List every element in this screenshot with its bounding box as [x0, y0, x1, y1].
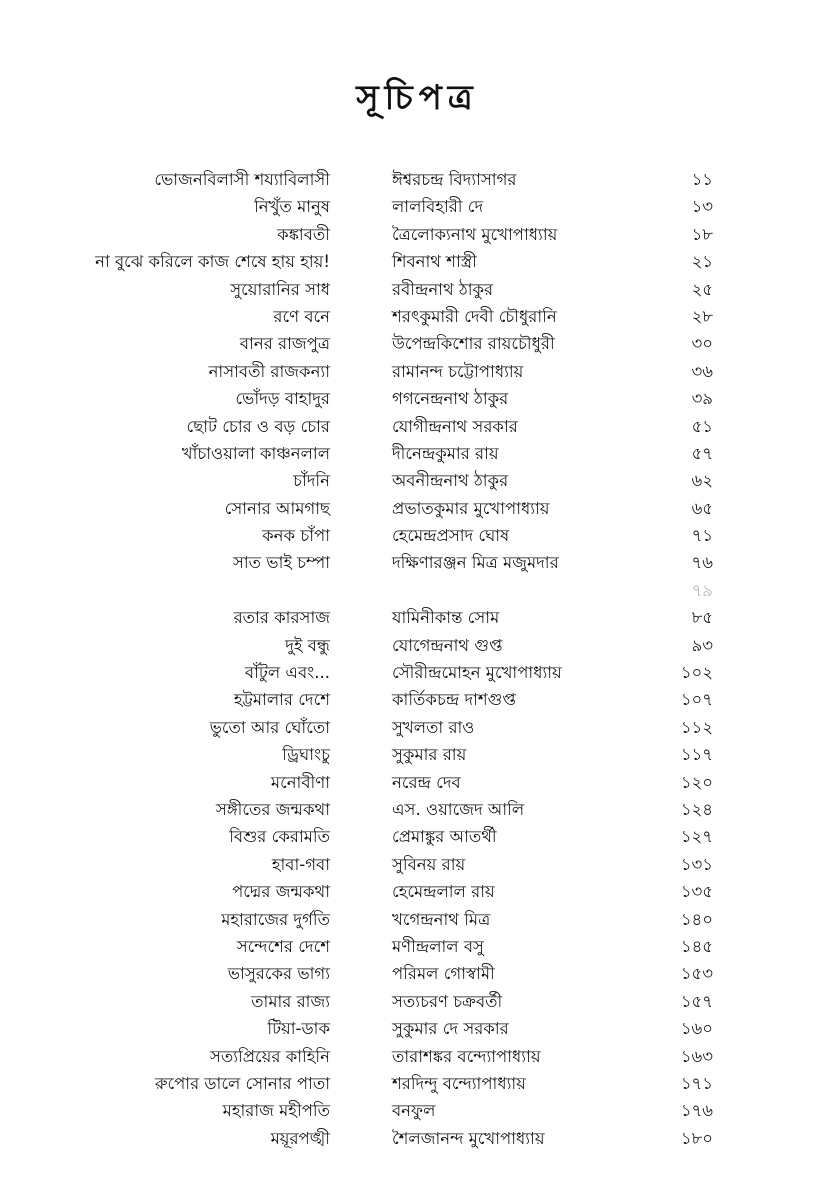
- toc-entry-title: কনক চাঁপা: [262, 526, 330, 546]
- toc-entry-author: খগেন্দ্রনাথ মিত্র: [392, 909, 491, 929]
- toc-entry-title: রতার কারসাজ: [233, 608, 330, 628]
- toc-entry-author: রামানন্দ চট্টোপাধ্যায়: [392, 361, 524, 381]
- toc-entry: [0, 714, 835, 741]
- toc-entry-page: ৭১: [691, 526, 713, 546]
- toc-entry: [0, 741, 835, 768]
- toc-entry-author: অবনীন্দ্রনাথ ঠাকুর: [392, 471, 509, 491]
- toc-entry-page: ১৩: [691, 197, 713, 217]
- toc-entry-author: তারাশঙ্কর বন্দ্যোপাধ্যায়: [392, 1046, 541, 1066]
- toc-entry: [0, 1125, 835, 1152]
- toc-entry: [0, 604, 835, 631]
- toc-entry: [0, 851, 835, 878]
- toc-entry-author: শরদিন্দু বন্দ্যোপাধ্যায়: [392, 1073, 526, 1093]
- toc-entry-page: ১১৭: [680, 745, 713, 765]
- toc-entry: [0, 549, 835, 576]
- toc-entry-page: ২৫: [691, 279, 713, 299]
- toc-entry-page: ৬৫: [691, 498, 713, 518]
- toc-entry-author: শিবনাথ শাস্ত্রী: [392, 252, 477, 272]
- toc-entry-title: ড্রিঘাংচু: [282, 745, 330, 765]
- toc-entry-page: ১২৪: [680, 799, 713, 819]
- toc-entry: [0, 1070, 835, 1097]
- toc-entry-page: ১০৭: [680, 690, 713, 710]
- toc-entry-title: সাত ভাই চম্পা: [232, 553, 330, 573]
- toc-entry-title: ভুতো আর ঘোঁতো: [209, 717, 330, 737]
- toc-entry-page: ১৪০: [680, 909, 713, 929]
- toc-entry-page: ৬২: [691, 471, 713, 491]
- toc-entry-author: সুকুমার দে সরকার: [392, 1019, 509, 1039]
- toc-entry-page: ৩৬: [691, 361, 713, 381]
- toc-entry-page: ১১: [691, 170, 713, 189]
- toc-entry-title: দুই বন্ধু: [285, 635, 330, 655]
- toc-entry: [0, 467, 835, 494]
- toc-entry: [0, 988, 835, 1015]
- toc-entry-page: ৫১: [691, 416, 713, 436]
- toc-entry: [0, 632, 835, 659]
- toc-entry-page: ২৮: [691, 306, 713, 326]
- toc-entry-title: নাসাবতী রাজকন্যা: [208, 361, 330, 381]
- toc-entry: [0, 248, 835, 275]
- toc-entry: [0, 1097, 835, 1124]
- toc-entry-title: বিশুর কেরামতি: [229, 827, 330, 847]
- toc-entry-page: ১৩১: [680, 854, 713, 874]
- toc-entry-author: সুকুমার রায়: [392, 745, 467, 765]
- toc-entry-page: ১৮০: [680, 1128, 713, 1148]
- toc-entry-title: পদ্মের জন্মকথা: [232, 882, 330, 902]
- toc-entry-title: নিখুঁত মানুষ: [254, 197, 330, 217]
- toc-entry-author: কার্তিকচন্দ্র দাশগুপ্ত: [392, 690, 516, 710]
- toc-entry-page: ৭৬: [691, 553, 713, 573]
- toc-entry-title: খাঁচাওয়ালা কাঞ্চনলাল: [181, 443, 330, 463]
- toc-entry: [0, 440, 835, 467]
- toc-entry-title: চাঁদনি: [293, 471, 330, 491]
- toc-entry: [0, 330, 835, 357]
- toc-entry-author: পরিমল গোস্বামী: [392, 964, 495, 984]
- toc-entry-title: সুয়োরানির সাধ: [230, 279, 330, 299]
- toc-entry: [0, 878, 835, 905]
- table-of-contents: [0, 166, 835, 1152]
- toc-entry-title: ছোট চোর ও বড় চোর: [186, 416, 330, 436]
- toc-entry-page: ১৪৫: [680, 936, 713, 956]
- toc-entry-author: সৌরীন্দ্রমোহন মুখোপাধ্যায়: [392, 663, 562, 683]
- toc-entry-title: রুপোর ডালে সোনার পাতা: [154, 1073, 330, 1093]
- toc-entry-page: ১৫৭: [680, 991, 713, 1011]
- toc-entry-page: ১৫৩: [680, 964, 713, 984]
- toc-entry-title: টিয়া-ডাক: [267, 1019, 330, 1039]
- toc-entry-author: বনফুল: [392, 1101, 436, 1121]
- toc-entry-title: সোনার আমগাছ: [224, 498, 330, 518]
- toc-entry: [0, 796, 835, 823]
- toc-entry: [0, 221, 835, 248]
- toc-entry: [0, 769, 835, 796]
- toc-entry-title: কঙ্কাবতী: [277, 224, 330, 244]
- toc-entry-page: ৩৯: [691, 389, 713, 409]
- toc-entry-page: ১৭৬: [680, 1101, 713, 1121]
- toc-entry-title: সঙ্গীতের জন্মকথা: [215, 799, 330, 819]
- toc-entry-title: হট্টমালার দেশে: [233, 690, 330, 710]
- toc-entry-title: না বুঝে করিলে কাজ শেষে হায় হায়!: [95, 252, 330, 272]
- toc-entry-page: ৫৭: [691, 443, 713, 463]
- toc-entry: [0, 577, 835, 604]
- toc-entry-author: যোগেন্দ্রনাথ গুপ্ত: [392, 635, 503, 655]
- toc-entry-title: হাবা-গবা: [271, 854, 330, 874]
- toc-entry: [0, 358, 835, 385]
- toc-entry-title: মহারাজ মহীপতি: [222, 1101, 330, 1121]
- toc-entry: [0, 413, 835, 440]
- toc-entry-page: ১১২: [680, 717, 713, 737]
- toc-entry-author: দক্ষিণারঞ্জন মিত্র মজুমদার: [392, 553, 559, 573]
- toc-entry-author: শৈলজানন্দ মুখোপাধ্যায়: [392, 1128, 545, 1148]
- toc-entry-page: ১৭১: [680, 1073, 713, 1093]
- toc-entry-title: রণে বনে: [273, 306, 330, 326]
- toc-entry-author: দীনেন্দ্রকুমার রায়: [392, 443, 499, 463]
- toc-entry-author: যোগীন্দ্রনাথ সরকার: [392, 416, 518, 436]
- toc-entry-page: ৩০: [691, 334, 713, 354]
- toc-entry: [0, 659, 835, 686]
- toc-entry-author: মণীন্দ্রলাল বসু: [392, 936, 484, 956]
- page-title: সূচিপত্র: [356, 78, 479, 118]
- toc-entry: [0, 166, 835, 193]
- toc-entry-page: ৭৯: [691, 580, 713, 600]
- toc-entry-page: ৮৫: [691, 608, 713, 628]
- toc-entry-page: ১৩৫: [680, 882, 713, 902]
- toc-entry-title: বানর রাজপুত্র: [239, 334, 330, 354]
- toc-entry-title: ভাসুরকের ভাগ্য: [227, 964, 330, 984]
- toc-entry-author: প্রেমাঙ্কুর আতর্থী: [392, 827, 497, 847]
- toc-entry-author: হেমেন্দ্রপ্রসাদ ঘোষ: [392, 526, 510, 546]
- toc-entry-author: হেমেন্দ্রলাল রায়: [392, 882, 495, 902]
- toc-entry-author: ত্রৈলোক্যনাথ মুখোপাধ্যায়: [392, 224, 558, 244]
- toc-entry-title: সন্দেশের দেশে: [236, 936, 330, 956]
- toc-entry: [0, 276, 835, 303]
- toc-entry-author: এস. ওয়াজেদ আলি: [392, 799, 525, 819]
- toc-entry-title: ভোঁদড় বাহাদুর: [235, 389, 330, 409]
- toc-entry-author: নরেন্দ্র দেব: [392, 772, 461, 792]
- toc-entry-page: ১৬৩: [680, 1046, 713, 1066]
- toc-entry: [0, 522, 835, 549]
- toc-entry-author: যামিনীকান্ত সোম: [392, 608, 500, 628]
- toc-entry-page: ১২৭: [680, 827, 713, 847]
- toc-entry-author: গগনেন্দ্রনাথ ঠাকুর: [392, 389, 509, 409]
- toc-entry: [0, 385, 835, 412]
- toc-entry-author: ঈশ্বরচন্দ্র বিদ্যাসাগর: [392, 170, 517, 189]
- toc-entry-author: সুখলতা রাও: [392, 717, 475, 737]
- toc-entry-author: রবীন্দ্রনাথ ঠাকুর: [392, 279, 494, 299]
- toc-entry: [0, 960, 835, 987]
- toc-entry: [0, 303, 835, 330]
- toc-entry-page: ১৬০: [680, 1019, 713, 1039]
- toc-entry-page: ৯৩: [691, 635, 713, 655]
- toc-entry-author: প্রভাতকুমার মুখোপাধ্যায়: [392, 498, 550, 518]
- toc-entry-page: ১০২: [680, 663, 713, 683]
- toc-entry-author: উপেন্দ্রকিশোর রায়চৌধুরী: [392, 334, 555, 354]
- toc-entry-author: সত্যচরণ চক্রবর্তী: [392, 991, 503, 1011]
- toc-entry: [0, 686, 835, 713]
- toc-entry-title: বাঁটুল এবং...: [244, 663, 330, 683]
- toc-entry-title: মনোবীণা: [270, 772, 330, 792]
- toc-entry-author: শরৎকুমারী দেবী চৌধুরানি: [392, 306, 557, 326]
- toc-entry-title: তামার রাজ্য: [251, 991, 330, 1011]
- toc-entry-author: সুবিনয় রায়: [392, 854, 466, 874]
- toc-entry-author: লালবিহারী দে: [392, 197, 484, 217]
- toc-entry-page: ১৮: [691, 224, 713, 244]
- toc-entry-page: ২১: [691, 252, 713, 272]
- toc-entry: [0, 1043, 835, 1070]
- toc-entry: [0, 823, 835, 850]
- toc-entry: [0, 906, 835, 933]
- toc-entry-page: ১২০: [680, 772, 713, 792]
- toc-entry: [0, 495, 835, 522]
- toc-entry-title: সত্যপ্রিয়ের কাহিনি: [209, 1046, 330, 1066]
- toc-entry-title: ময়ূরপঙ্খী: [270, 1128, 330, 1148]
- toc-entry: [0, 193, 835, 220]
- toc-entry-title: ভোজনবিলাসী শয্যাবিলাসী: [154, 170, 330, 189]
- toc-entry: [0, 933, 835, 960]
- toc-entry-title: মহারাজের দুর্গতি: [221, 909, 330, 929]
- toc-entry: [0, 1015, 835, 1042]
